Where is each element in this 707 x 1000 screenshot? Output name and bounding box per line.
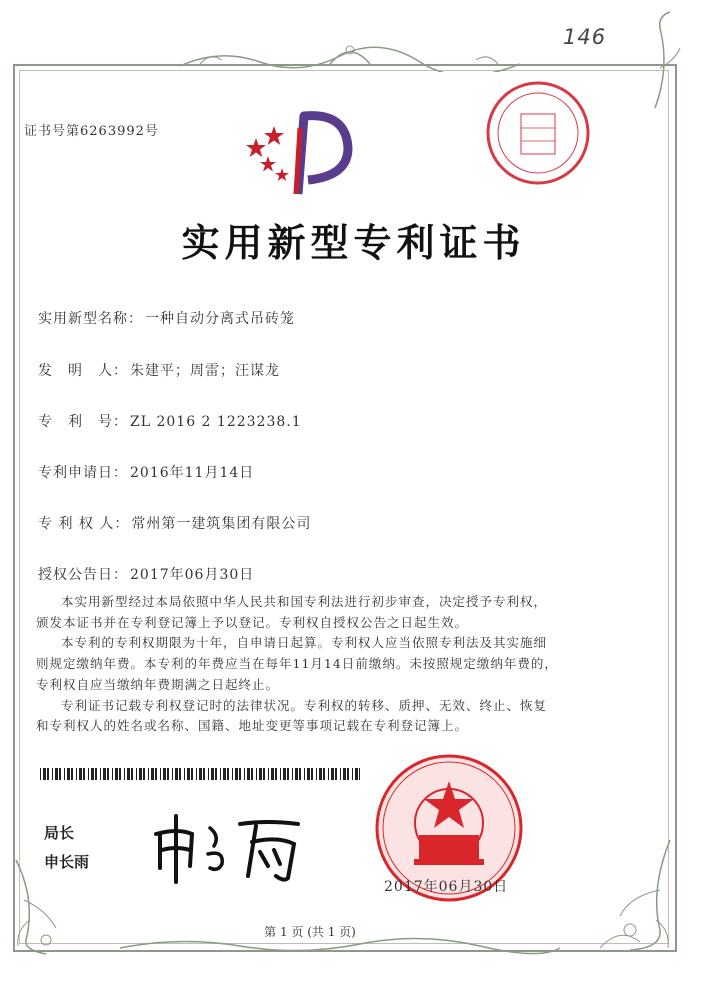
filing-date-label: 专利申请日：: [38, 465, 128, 481]
grant-date-value: 2017年06月30日: [130, 567, 255, 583]
model-name-label: 实用新型名称：: [38, 311, 143, 327]
patentee-row: [38, 513, 311, 533]
model-name-row: [38, 308, 295, 328]
body-paragraph-1: 本实用新型经过本局依照中华人民共和国专利法进行初步审查，决定授予专利权，颁发本证书并在专利登记簿上予以登记。专利权自授权公告之日起生效。: [36, 594, 548, 630]
filing-date-value: 2016年11月14日: [130, 465, 255, 481]
director-title: 局长: [44, 824, 75, 842]
page-number: 第 1 页 (共 1 页): [264, 925, 356, 939]
inventor-label: 发 明 人：: [38, 363, 128, 379]
body-paragraph-2: 本专利的专利权期限为十年，自申请日起算。专利权人应当依照专利法及其实施细则规定缴纳年费。本专利的年费应当在每年11月14日前缴纳。未按照规定缴纳年费的，专利权自应当缴纳年费期满之日起终止。: [36, 635, 558, 692]
bottom-right-ornament: [560, 830, 680, 960]
barcode: [40, 768, 360, 780]
model-name-value: 一种自动分离式吊砖笼: [145, 311, 295, 327]
border-frame-inner: [19, 70, 669, 944]
certificate-number: 证书号第6263992号: [24, 124, 159, 139]
inventor-row: [38, 360, 280, 380]
document-title: 实用新型专利证书: [181, 220, 526, 265]
certificate-body: [36, 592, 558, 737]
patentee-value: 常州第一建筑集团有限公司: [131, 516, 312, 532]
seal-date: 2017年06月30日: [384, 879, 509, 895]
agent-stamp: [483, 78, 593, 188]
patent-office-logo: [246, 108, 356, 200]
patent-number-label: 专 利 号：: [38, 414, 128, 430]
top-ornament: [180, 38, 520, 72]
patentee-label: 专 利 权 人：: [38, 516, 130, 532]
grant-date-row: [38, 564, 254, 584]
inventor-value: 朱建平；周雷；汪谋龙: [130, 363, 280, 379]
body-paragraph-3: 专利证书记载专利权登记时的法律状况。专利权的转移、质押、无效、终止、恢复和专利权人的姓名或名称、国籍、地址变更等事项记载在专利登记簿上。: [36, 697, 548, 734]
patent-number-value: ZL 2016 2 1223238.1: [130, 414, 302, 430]
handwritten-annotation: 146: [563, 25, 607, 49]
filing-date-row: [38, 462, 254, 482]
top-right-ornament: [640, 8, 700, 118]
patent-number-row: [38, 411, 302, 431]
director-signature: [148, 806, 308, 886]
director-name: 申长雨: [44, 853, 90, 871]
grant-date-label: 授权公告日：: [38, 567, 128, 583]
